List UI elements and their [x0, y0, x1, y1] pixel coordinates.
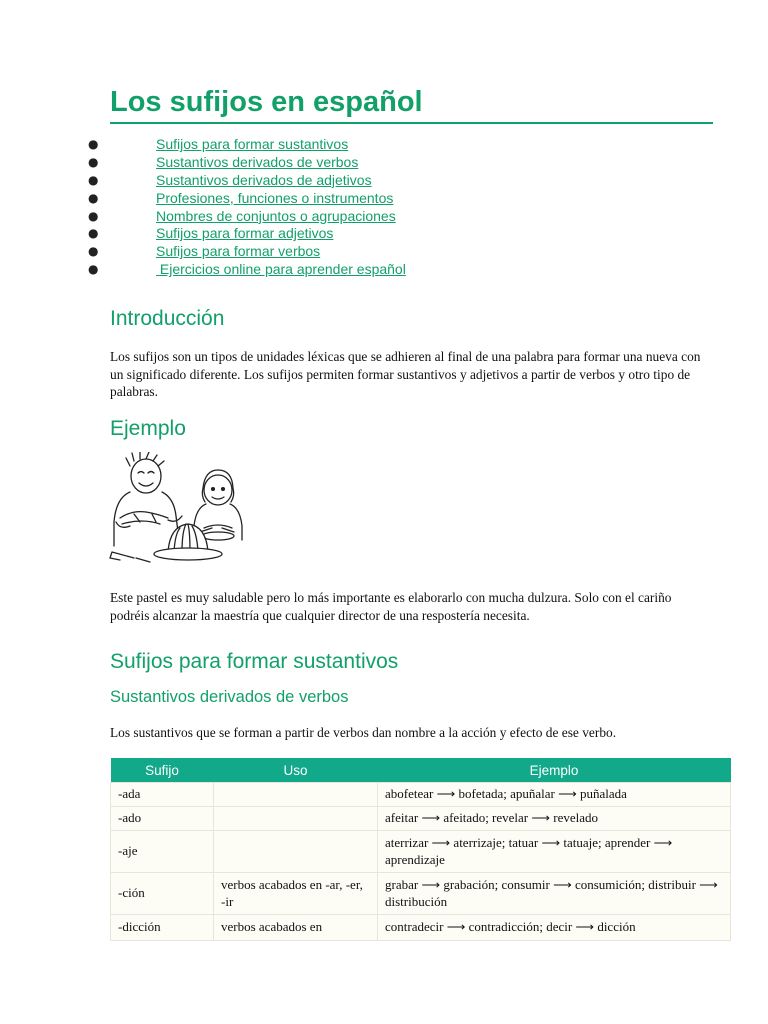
- usage-cell: [214, 831, 378, 873]
- example-cell: contradecir ⟶ contradicción; decir ⟶ dicción: [378, 915, 731, 941]
- cake-illustration: [108, 452, 258, 574]
- table-row: [111, 783, 731, 807]
- section-paragraph: Los sustantivos que se forman a partir de verbos dan nombre a la acción y efecto de ese verbo.: [110, 725, 617, 740]
- intro-paragraph: Los sufijos son un tipos de unidades léxicas que se adhieren al final de una palabra para formar una nueva con un significado diferente. Los sufijos permiten formar sustantivos y adjetivos a partir de verbos y otro tipo de palabras.: [110, 349, 701, 399]
- toc-item: [0, 154, 768, 172]
- bullet-icon: ●: [88, 208, 99, 223]
- toc-item: [0, 190, 768, 208]
- table-of-contents: [0, 136, 768, 279]
- usage-cell: [214, 807, 378, 831]
- toc-item: [0, 243, 768, 261]
- bullet-icon: ●: [88, 137, 99, 151]
- table-row: [111, 831, 731, 873]
- toc-item: [0, 172, 768, 190]
- section-subheading: Sustantivos derivados de verbos: [110, 688, 349, 706]
- example-heading: Ejemplo: [110, 417, 186, 440]
- column-header: Uso: [214, 758, 378, 783]
- toc-link[interactable]: Sufijos para formar sustantivos: [156, 136, 349, 152]
- table-row: [111, 807, 731, 831]
- toc-link[interactable]: Sustantivos derivados de adjetivos: [156, 171, 372, 188]
- table-row: [111, 873, 731, 915]
- suffix-cell: -aje: [111, 831, 214, 873]
- toc-item: [0, 225, 768, 243]
- bullet-icon: ●: [88, 172, 99, 187]
- bullet-icon: ●: [88, 154, 99, 169]
- suffix-table: [110, 758, 731, 941]
- toc-link[interactable]: Ejercicios online para aprender español: [156, 261, 406, 278]
- intro-heading: Introducción: [110, 307, 225, 330]
- column-header: Sufijo: [111, 758, 214, 783]
- suffix-cell: -ción: [111, 873, 214, 915]
- toc-item: [0, 261, 768, 279]
- usage-cell: verbos acabados en: [214, 915, 378, 941]
- table-header-row: [111, 758, 731, 783]
- toc-link[interactable]: Profesiones, funciones o instrumentos: [156, 189, 394, 206]
- bullet-icon: ●: [88, 226, 99, 241]
- suffix-cell: -ado: [111, 807, 214, 831]
- toc-link[interactable]: Sustantivos derivados de verbos: [156, 153, 359, 170]
- toc-link[interactable]: Sufijos para formar adjetivos: [156, 225, 334, 242]
- toc-item: [0, 208, 768, 226]
- example-caption: Este pastel es muy saludable pero lo más importante es elaborarlo con mucha dulzura. Solo con el cariño podréis alcanzar la maestría que cualquier director de una respostería necesita.: [110, 590, 672, 623]
- toc-link[interactable]: Nombres de conjuntos o agrupaciones: [156, 207, 396, 224]
- bullet-icon: ●: [88, 262, 99, 277]
- bullet-icon: ●: [88, 190, 99, 205]
- example-cell: grabar ⟶ grabación; consumir ⟶ consumición; distribuir ⟶ distribución: [378, 873, 731, 915]
- usage-cell: [214, 783, 378, 807]
- table-row: [111, 915, 731, 941]
- example-cell: aterrizar ⟶ aterrizaje; tatuar ⟶ tatuaje; aprender ⟶ aprendizaje: [378, 831, 731, 873]
- page-title: Los sufijos en español: [110, 84, 713, 124]
- bullet-icon: ●: [88, 244, 99, 259]
- suffix-cell: -ada: [111, 783, 214, 807]
- suffix-cell: -dicción: [111, 915, 214, 941]
- usage-cell: verbos acabados en -ar, -er, -ir: [214, 873, 378, 915]
- toc-link[interactable]: Sufijos para formar verbos: [156, 243, 321, 260]
- toc-item: [0, 136, 768, 154]
- section-heading: Sufijos para formar sustantivos: [110, 650, 399, 673]
- column-header: Ejemplo: [378, 758, 731, 783]
- example-cell: abofetear ⟶ bofetada; apuñalar ⟶ puñalada: [378, 783, 731, 807]
- example-cell: afeitar ⟶ afeitado; revelar ⟶ revelado: [378, 807, 731, 831]
